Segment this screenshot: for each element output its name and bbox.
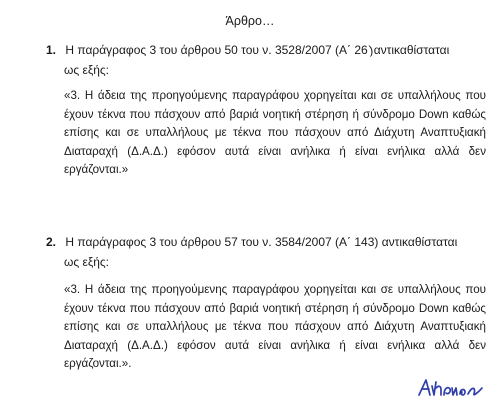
item-number: 2. [46, 235, 57, 249]
quote-line: «3. Η άδεια της προηγούμενης παραγράφου χορηγείται και σε υπαλλήλους που [64, 283, 486, 296]
quoted-paragraph [64, 87, 486, 180]
amendment-heading [46, 232, 457, 252]
quote-line: έχουν τέκνα που πάσχουν από βαριά νοητική στέρηση ή σύνδρομο Down καθώς [64, 107, 486, 121]
article-title: Άρθρο… [225, 14, 275, 28]
quote-line: έχουν τέκνα που πάσχουν από βαριά νοητική στέρηση ή σύνδρομο Down καθώς [64, 301, 486, 315]
amendment-heading [46, 40, 449, 60]
amendment-heading-continuation: ως εξής: [64, 255, 109, 269]
amendment-heading-text [65, 43, 449, 57]
quote-line: «3. Η άδεια της προηγούμενης παραγράφου χορηγείται και σε υπαλλήλους που [64, 89, 486, 102]
quote-line: Διαταραχή (Δ.Α.Δ.) εφόσον αυτά είναι ανήλικα ή είναι ενήλικα αλλά δεν [64, 144, 486, 158]
quote-line: εργάζονται.». [64, 357, 132, 371]
quote-line: επίσης και σε υπαλλήλους με τέκνα που πάσχουν από Διάχυτη Αναπτυξιακή [64, 126, 486, 140]
handwritten-signature [416, 376, 486, 400]
quote-line: Διαταραχή (Δ.Α.Δ.) εφόσον αυτά είναι ανήλικα ή είναι ενήλικα αλλά δεν [64, 338, 486, 352]
heading-text-part: αντικαθίσταται [373, 43, 450, 57]
amendment-heading-text: Η παράγραφος 3 του άρθρου 57 του ν. 3584/2007 (Α΄ 143) αντικαθίσταται [65, 235, 458, 249]
item-number: 1. [46, 43, 57, 57]
handwritten-paren-mark: ) [367, 42, 374, 58]
amendment-heading-continuation: ως εξής: [64, 63, 109, 77]
heading-text-part: Η παράγραφος 3 του άρθρου 50 του ν. 3528/2007 (Α΄ 26 [65, 43, 368, 57]
quote-line: επίσης και σε υπαλλήλους με τέκνα που πάσχουν από Διάχυτη Αναπτυξιακή [64, 320, 486, 334]
quote-line: εργάζονται.» [64, 163, 129, 177]
quoted-paragraph [64, 281, 486, 374]
